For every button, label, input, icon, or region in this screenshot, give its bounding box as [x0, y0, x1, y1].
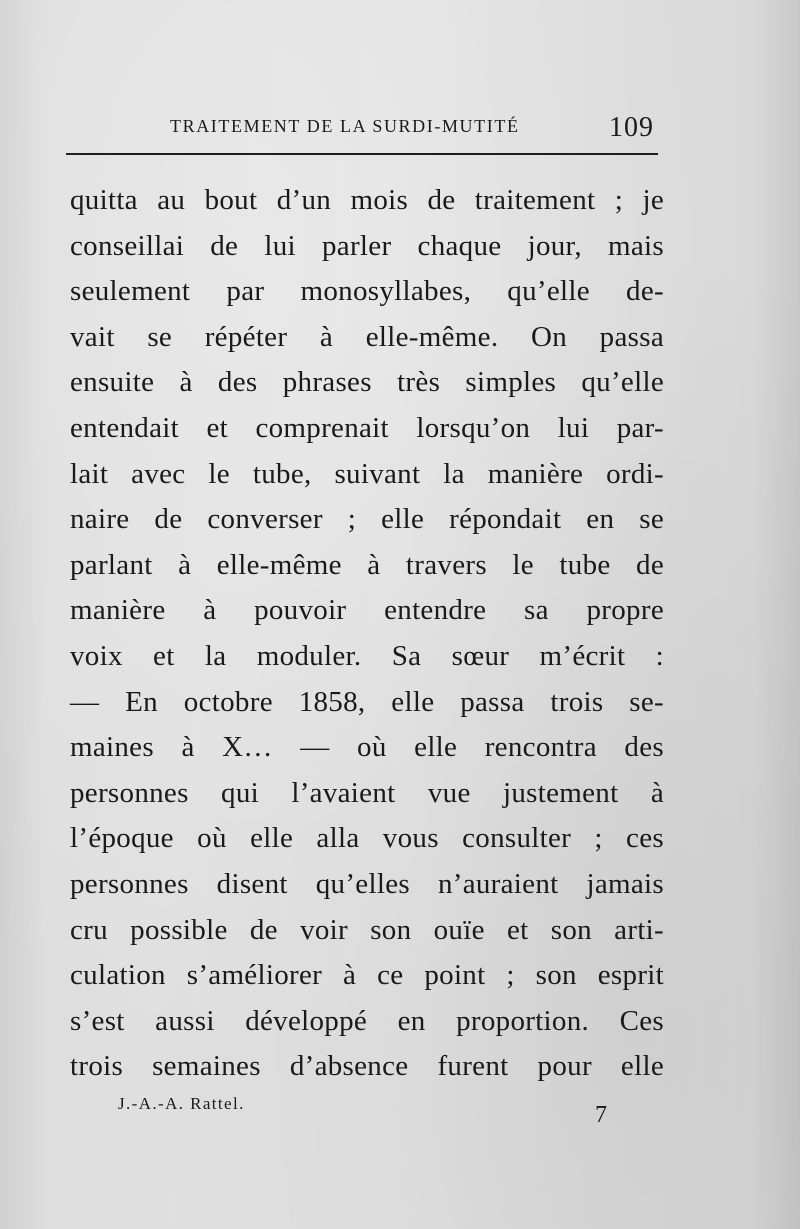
- author-name: J.-A.-A. Rattel.: [118, 1094, 245, 1113]
- text-line: seulement par monosyllabes, qu’elle de-: [70, 275, 664, 308]
- text-line: lait avec le tube, suivant la manière ordi-: [70, 457, 664, 490]
- text-line: manière à pouvoir entendre sa propre: [70, 594, 664, 627]
- signature-mark: 7: [595, 1102, 607, 1128]
- text-line: personnes qui l’avaient vue justement à: [70, 776, 664, 809]
- text-line: entendait et comprenait lorsqu’on lui par-: [70, 411, 664, 444]
- text-line: s’est aussi développé en proportion. Ces: [70, 1004, 664, 1037]
- text-line: culation s’améliorer à ce point ; son esprit: [70, 959, 664, 992]
- text-line: conseillai de lui parler chaque jour, mais: [70, 229, 664, 262]
- body-text: [70, 178, 664, 1090]
- header-rule: [66, 153, 658, 155]
- text-line: vait se répéter à elle-même. On passa: [70, 320, 664, 353]
- page-number: 109: [609, 112, 654, 143]
- text-line: voix et la moduler. Sa sœur m’écrit :: [70, 639, 664, 672]
- text-line: ensuite à des phrases très simples qu’elle: [70, 366, 664, 399]
- footer: [118, 1094, 618, 1134]
- text-line: personnes disent qu’elles n’auraient jamais: [70, 867, 664, 900]
- text-line: cru possible de voir son ouïe et son arti-: [70, 913, 664, 946]
- text-line: — En octobre 1858, elle passa trois se-: [70, 685, 664, 718]
- text-line: maines à X… — où elle rencontra des: [70, 731, 664, 764]
- text-line: quitta au bout d’un mois de traitement ; je: [70, 184, 664, 216]
- running-head: [66, 114, 658, 142]
- running-title: TRAITEMENT DE LA SURDI-MUTITÉ: [170, 116, 520, 136]
- text-line: naire de converser ; elle répondait en se: [70, 503, 664, 536]
- text-line: l’époque où elle alla vous consulter ; ces: [70, 822, 664, 855]
- text-line: trois semaines d’absence furent pour elle: [70, 1050, 664, 1083]
- text-line: parlant à elle-même à travers le tube de: [70, 548, 664, 581]
